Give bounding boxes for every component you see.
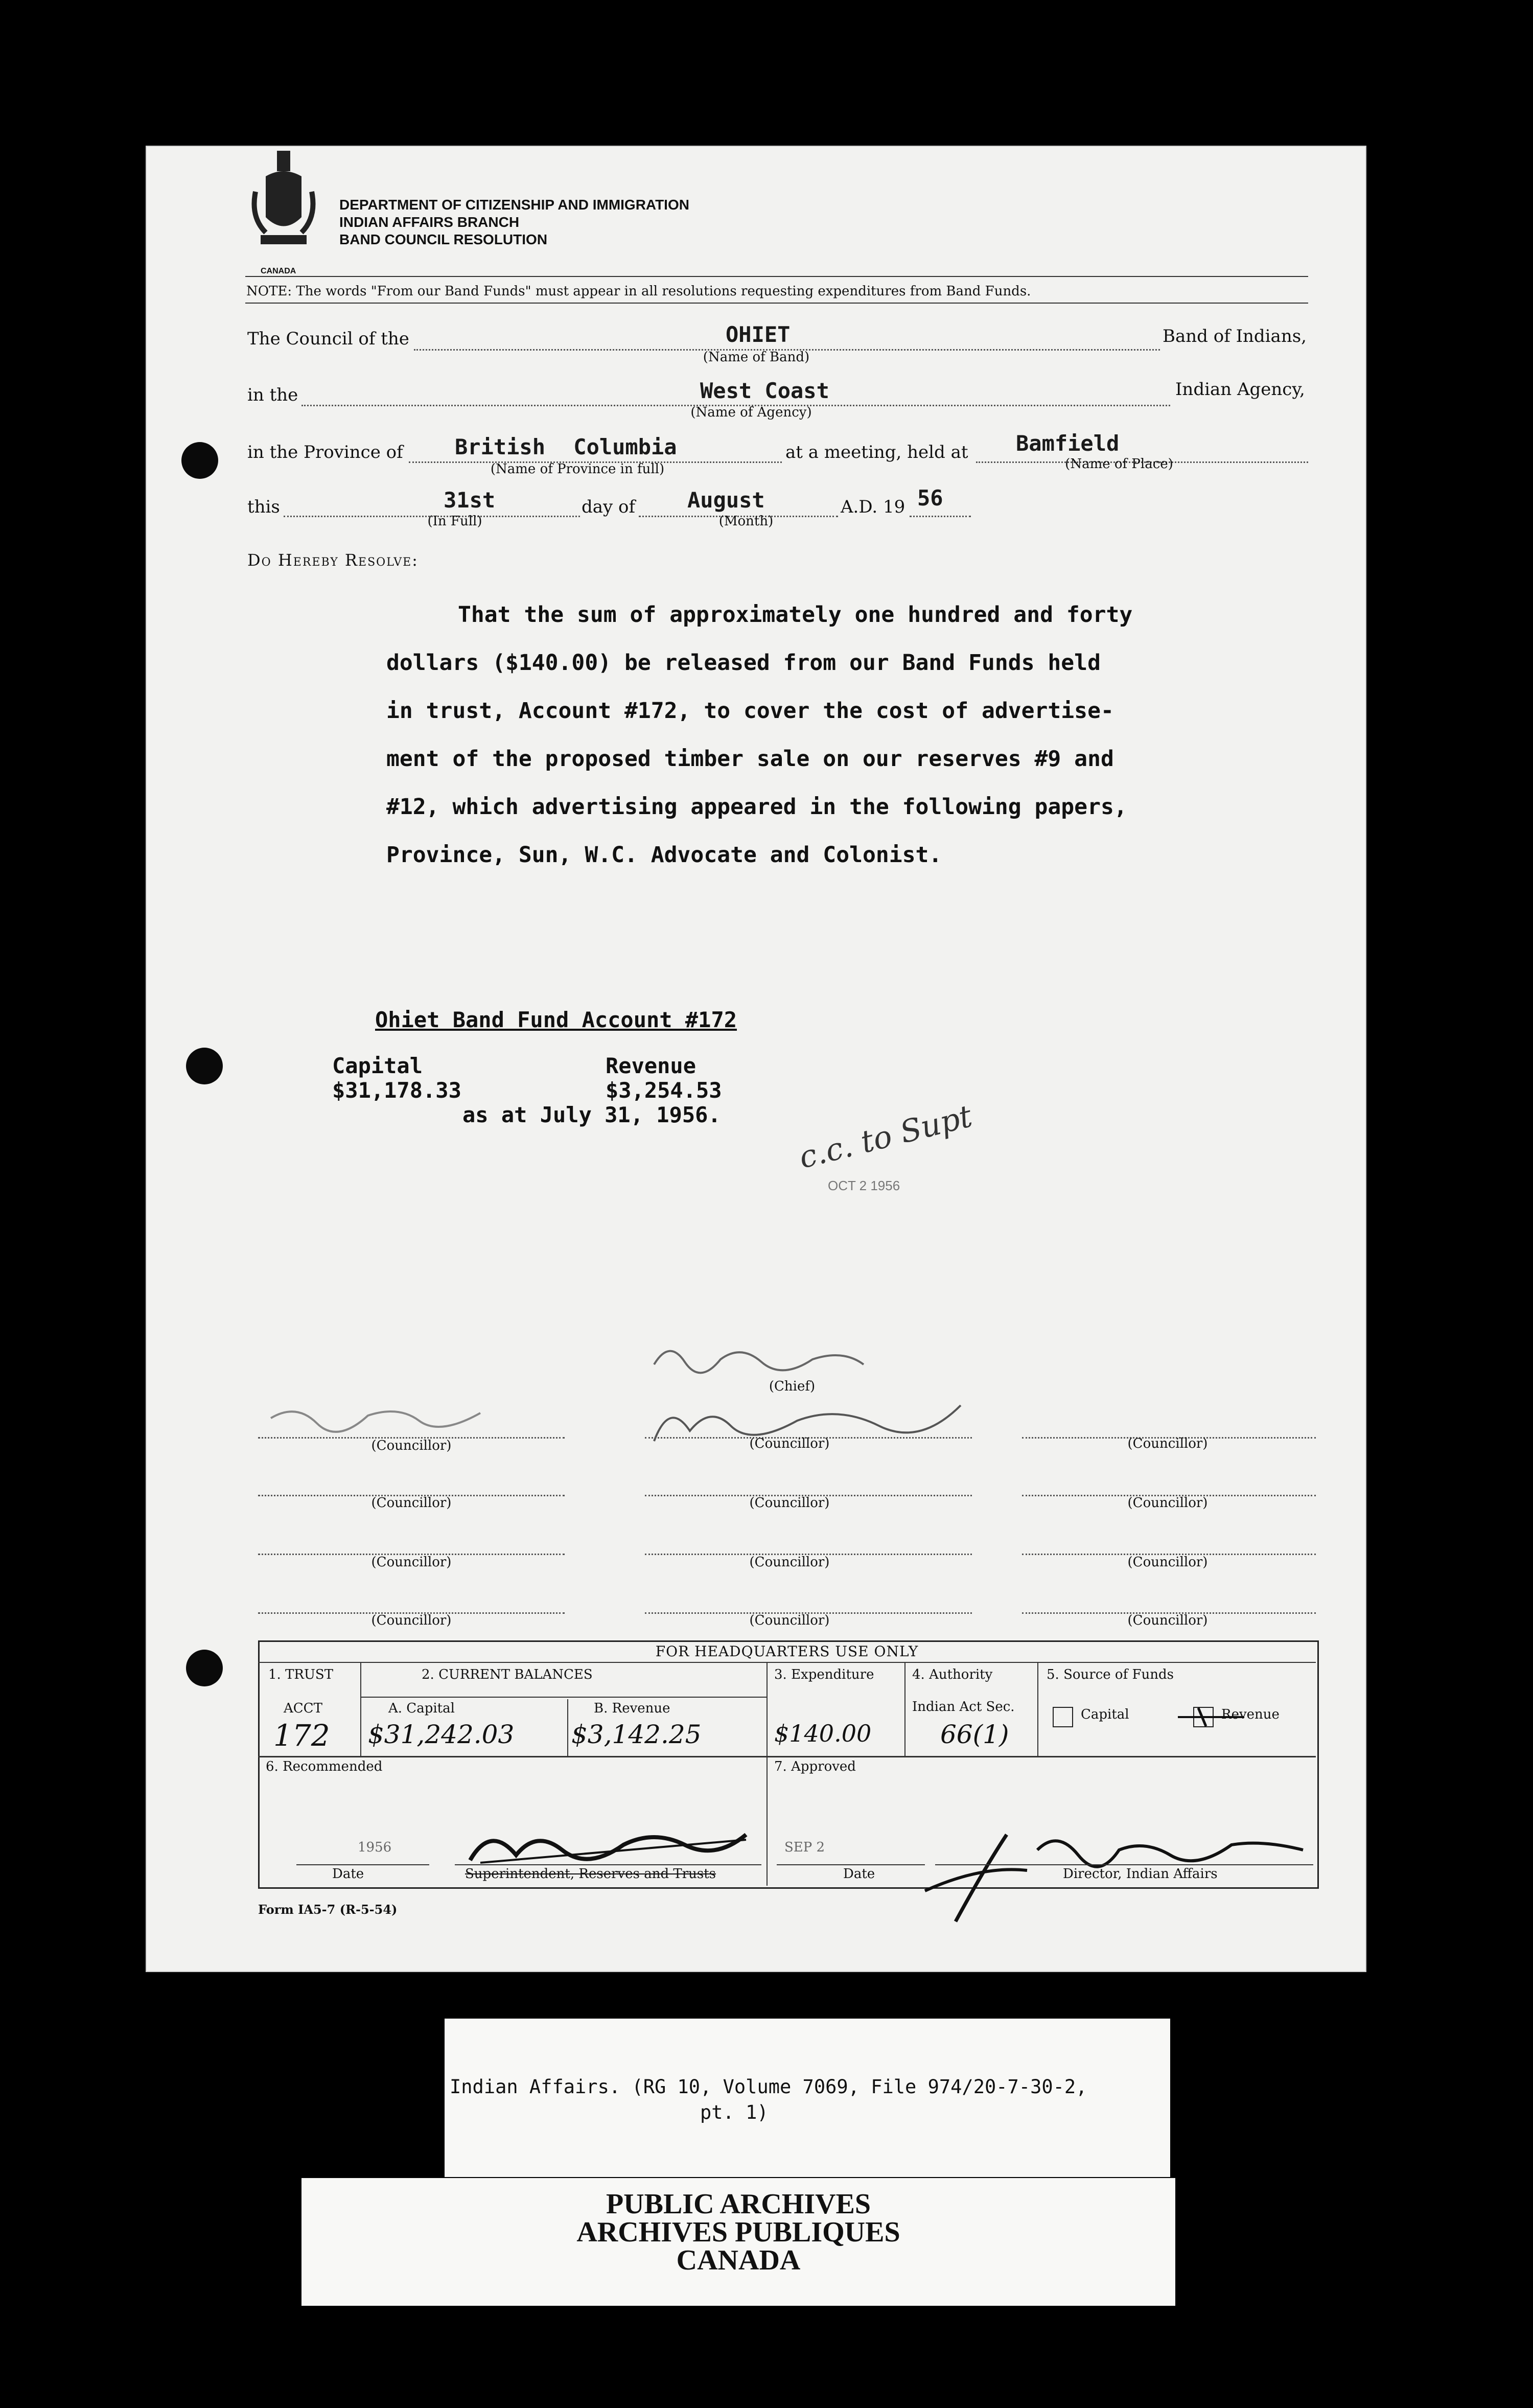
resolution-line: ment of the proposed timber sale on our reserves #9 and <box>386 746 1114 772</box>
councillor-caption: (Councillor) <box>371 1613 452 1628</box>
hq-acct-label: ACCT <box>284 1701 322 1716</box>
councillor-caption: (Councillor) <box>1127 1555 1208 1570</box>
month-value: August <box>687 488 765 513</box>
chief-caption: (Chief) <box>769 1379 816 1394</box>
archive-citation-line1: Indian Affairs. (RG 10, Volume 7069, File 974/20-7-30-2, <box>450 2076 1087 2098</box>
day-of-label: day of <box>582 497 636 517</box>
app-date-line <box>777 1864 925 1865</box>
divider <box>245 303 1308 304</box>
hq-divider <box>258 1756 1316 1757</box>
councillor-caption: (Councillor) <box>371 1495 452 1511</box>
resolution-line: dollars ($140.00) be released from our Band Funds held <box>386 650 1101 676</box>
province-value: British Columbia <box>455 434 677 459</box>
rec-sign-line <box>455 1864 761 1865</box>
fund-as-at: as at July 31, 1956. <box>462 1102 721 1127</box>
hq-source-label: 5. Source of Funds <box>1047 1667 1174 1682</box>
app-sign-line <box>935 1864 1313 1865</box>
chief-signature <box>649 1334 915 1380</box>
rec-date-label: Date <box>332 1866 364 1882</box>
archive-citation-card <box>445 2019 1170 2177</box>
place-caption: (Name of Place) <box>1065 456 1173 472</box>
resolution-line: #12, which advertising appeared in the following papers, <box>386 794 1127 820</box>
hq-balances-label: 2. CURRENT BALANCES <box>422 1667 593 1682</box>
capital-checkbox[interactable] <box>1053 1707 1073 1727</box>
hq-acct-value: 172 <box>273 1718 330 1753</box>
year-line <box>910 516 971 517</box>
archive-name-line2: ARCHIVES PUBLIQUES <box>576 2216 900 2248</box>
hq-col-divider <box>360 1662 361 1756</box>
agency-prefix: in the <box>247 385 298 405</box>
form-number: Form IA5-7 (R-5-54) <box>258 1902 398 1917</box>
rec-date-line <box>296 1864 429 1865</box>
year-prefix: A.D. 19 <box>841 497 905 517</box>
rec-date-value: 1956 <box>358 1840 392 1855</box>
hq-col-divider <box>904 1662 905 1756</box>
hq-source-revenue: Revenue <box>1221 1707 1280 1722</box>
meeting-text: at a meeting, held at <box>785 442 968 462</box>
councillor-caption: (Councillor) <box>1127 1495 1208 1511</box>
band-funds-note: NOTE: The words "From our Band Funds" must appear in all resolutions requesting expenditures from Band Funds. <box>246 284 1031 299</box>
council-label: The Council of the <box>247 329 409 349</box>
agency-caption: (Name of Agency) <box>690 405 812 420</box>
agency-suffix: Indian Agency, <box>1175 379 1305 400</box>
hq-capital-label: A. Capital <box>388 1701 455 1716</box>
hq-authority-sub: Indian Act Sec. <box>912 1699 1015 1715</box>
hq-approved-label: 7. Approved <box>774 1759 856 1774</box>
punch-hole <box>181 442 218 479</box>
hq-col-divider <box>1037 1662 1038 1756</box>
archive-name-line3: CANADA <box>676 2244 801 2276</box>
hq-revenue-value: $3,142.25 <box>571 1720 702 1749</box>
councillor-caption: (Councillor) <box>371 1438 452 1453</box>
resolution-body <box>386 591 1214 879</box>
fund-title: Ohiet Band Fund Account #172 <box>375 1007 737 1032</box>
app-date-value: SEP 2 <box>784 1840 825 1855</box>
councillor-caption: (Councillor) <box>749 1495 830 1511</box>
councillor-signature <box>266 1393 531 1439</box>
fund-capital-value: $31,178.33 <box>332 1078 461 1103</box>
handwritten-annotation: c.c. to Supt <box>795 1098 976 1176</box>
councillor-caption: (Councillor) <box>1127 1613 1208 1628</box>
resolution-line: Province, Sun, W.C. Advocate and Colonist. <box>386 842 942 868</box>
month-caption: (Month) <box>718 514 774 529</box>
resolve-heading: Do Hereby Resolve: <box>247 550 419 570</box>
crest-icon <box>245 146 322 273</box>
fund-revenue-value: $3,254.53 <box>606 1078 722 1103</box>
agency-value: West Coast <box>700 378 829 403</box>
archive-name-line1: PUBLIC ARCHIVES <box>606 2188 871 2220</box>
archive-citation-line2: pt. 1) <box>700 2101 769 2123</box>
resolution-line: That the sum of approximately one hundred and forty <box>458 602 1133 628</box>
day-value: 31st <box>444 488 496 513</box>
punch-hole <box>186 1650 223 1686</box>
hq-divider <box>360 1697 766 1698</box>
received-stamp: OCT 2 1956 <box>828 1178 900 1193</box>
hq-col-divider <box>766 1662 768 1886</box>
branch-heading: INDIAN AFFAIRS BRANCH <box>339 214 520 230</box>
hq-col-divider <box>567 1699 568 1756</box>
councillor-caption: (Councillor) <box>371 1555 452 1570</box>
councillor-caption: (Councillor) <box>749 1436 830 1451</box>
hq-revenue-label: B. Revenue <box>594 1701 670 1716</box>
hq-recommended-label: 6. Recommended <box>266 1759 383 1774</box>
form-heading: BAND COUNCIL RESOLUTION <box>339 231 548 247</box>
department-heading: DEPARTMENT OF CITIZENSHIP AND IMMIGRATION <box>339 197 689 213</box>
councillor-caption: (Councillor) <box>749 1555 830 1570</box>
hq-expenditure-value: $140.00 <box>774 1720 872 1747</box>
band-name-caption: (Name of Band) <box>703 350 810 365</box>
crest-label: CANADA <box>261 267 296 275</box>
councillor-caption: (Councillor) <box>749 1613 830 1628</box>
hq-source-capital: Capital <box>1081 1707 1129 1722</box>
hq-authority-label: 4. Authority <box>912 1667 993 1682</box>
province-caption: (Name of Province in full) <box>490 461 665 477</box>
day-caption: (In Full) <box>427 514 482 529</box>
date-prefix: this <box>247 497 280 517</box>
divider <box>245 276 1308 277</box>
place-value: Bamfield <box>1016 431 1120 456</box>
fund-revenue-label: Revenue <box>606 1053 696 1078</box>
councillor-caption: (Councillor) <box>1127 1436 1208 1451</box>
band-name-value: OHIET <box>726 322 791 347</box>
hq-expenditure-label: 3. Expenditure <box>774 1667 874 1682</box>
hq-capital-value: $31,242.03 <box>368 1720 515 1749</box>
app-date-label: Date <box>843 1866 875 1882</box>
hq-title: FOR HEADQUARTERS USE ONLY <box>655 1643 919 1660</box>
rec-title: Superintendent, Reserves and Trusts <box>465 1866 716 1882</box>
hq-divider <box>258 1662 1316 1663</box>
year-value: 56 <box>917 485 943 511</box>
fund-capital-label: Capital <box>332 1053 423 1078</box>
band-suffix: Band of Indians, <box>1163 326 1307 346</box>
resolution-line: in trust, Account #172, to cover the cost of advertise- <box>386 698 1114 724</box>
hq-authority-value: 66(1) <box>940 1720 1009 1749</box>
hq-trust-label: 1. TRUST <box>268 1667 334 1682</box>
punch-hole <box>186 1048 223 1084</box>
app-title: Director, Indian Affairs <box>1063 1866 1218 1882</box>
province-prefix: in the Province of <box>247 442 403 462</box>
